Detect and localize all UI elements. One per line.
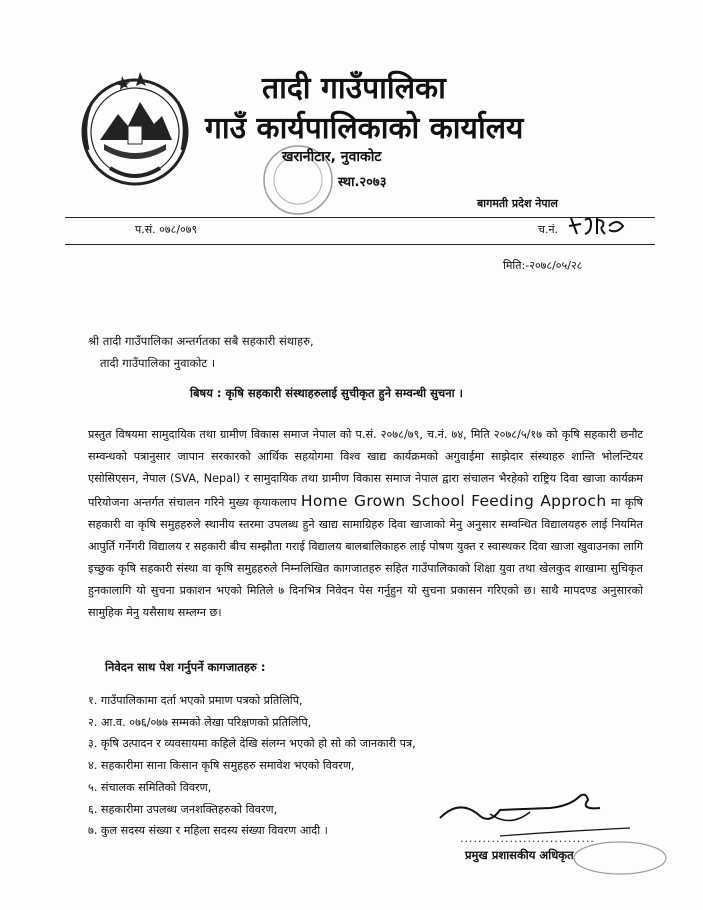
- list-item: ७. कुल सदस्य संख्या र महिला सदस्य संख्या विवरण आदी ।: [88, 824, 328, 838]
- province-name: बागमती प्रदेश नेपाल: [477, 197, 558, 210]
- list-item: ४. सहकारीमा साना किसान कृषि समुहहरु समावेश भएको विवरण,: [88, 759, 355, 773]
- list-item: ३. कृषि उत्पादन र व्यवसायमा कहिले देखि संलग्न भएको हो सो को जानकारी पत्र,: [88, 737, 416, 751]
- office-address: खरानीटार, नुवाकोट: [282, 149, 382, 165]
- letter-subject: बिषय : कृषि सहकारी संस्थाहरुलाई सुचीकृत हुने सम्वन्धी सुचना ।: [190, 386, 463, 400]
- letter-date: मिति:-२०७८/०५/२८: [503, 259, 583, 272]
- list-item: १. गाउँपालिकामा दर्ता भएको प्रमाण पत्रको प्रतिलिपि,: [88, 694, 303, 707]
- documents-heading: निवेदन साथ पेश गर्नुपर्ने कागजातहरु :: [105, 660, 266, 674]
- fiscal-year-ref: प.सं. ०७८/०७९: [135, 223, 198, 236]
- body-text-part-2: मा कृषि सहकारी वा कृषि समुहहरुले स्थानीय स्तरमा उपलब्ध हुने खाद्य सामाग्रिहरु दिवा खाजाको मेनु अनुसार सम्वन्धित विद्यालयहरु लाई नियमित आपुर्ति गर्नेगरी विद्यालय र सहकारी बीच सम्झौता गराई विद्यालय बालबालिकाहरु लाई पोषण युक्त र स्वास्थकर दिवा खाजा खुवाउनका लागि इच्छुक कृषि सहकारी संस्था वा कृषि समुहहरुले निम्नलिखित कागजातहरु सहित गाउँपालिकाको शिक्षा युवा तथा खेलकुद शाखामा सुचिकृत हुनकालागि यो सुचना प्रकाशन भएको मितिले ७ दिनभित्र निवेदन पेस गर्नुहुन यो सुचना प्रकासन गरिएको छ। साथै मापदण्ड अनुसारको सामुहिक मेनु यसैसाथ सम्लग्न छ।: [88, 496, 643, 619]
- list-item: ५. संचालक समितिको विवरण,: [88, 780, 212, 794]
- body-english-phrase: Home Grown School Feeding Approch: [300, 492, 607, 510]
- municipality-name: तादी गाउँपालिका: [262, 71, 446, 106]
- signature-line: ..............................: [460, 832, 595, 845]
- addressee-line-1: श्री तादी गाउँपालिका अन्तर्गतका सबै सहकारी संथाहरु,: [88, 334, 314, 348]
- header-rule-bottom: [65, 244, 655, 245]
- nepal-emblem-icon: [70, 62, 200, 192]
- established-year: स्था.२०७३: [338, 175, 387, 190]
- documents-list: [88, 690, 416, 842]
- addressee-line-2: तादी गाउँपालिका नुवाकोट ।: [100, 356, 216, 370]
- signatory-title: प्रमुख प्रशासकीय अधिकृत: [465, 848, 574, 862]
- addressee-block: [88, 330, 314, 374]
- list-item: २. आ.व. ०७६/०७७ सम्मको लेखा परिक्षणको प्रतिलिपि,: [88, 715, 312, 729]
- body-text-part-1: प्रस्तुत विषयमा सामुदायिक तथा ग्रामीण विकास समाज नेपाल को प.सं. २०७८/७९, च.नं. ७४, मिति २०७८/५/१७ को कृषि सहकारी छनौट सम्वन्धको पत्रानुसार जापान सरकारको आर्थिक सहयोगमा विश्व खाद्य कार्यक्रमको अगुवाईमा साझेदार संस्थाहरु शान्ति भोलन्टियर एसोसिएसन, नेपाल (SVA, Nepal) र सामुदायिक तथा ग्रामीण विकास समाज नेपाल द्वारा संचालन भैरहेको राष्ट्रिय दिवा खाजा कार्यक्रम परियोजना अन्तर्गत संचालन गरिने मुख्य कृयाकलाप: [88, 428, 643, 509]
- list-item: ६. सहकारीमा उपलब्ध जनशक्तिहरुको विवरण,: [88, 802, 278, 816]
- office-name: गाउँ कार्यपालिकाको कार्यालय: [205, 111, 524, 146]
- dispatch-number-label: च.नं.: [538, 223, 559, 236]
- body-paragraph: [88, 424, 643, 624]
- handwritten-dispatch-number-icon: [565, 212, 635, 242]
